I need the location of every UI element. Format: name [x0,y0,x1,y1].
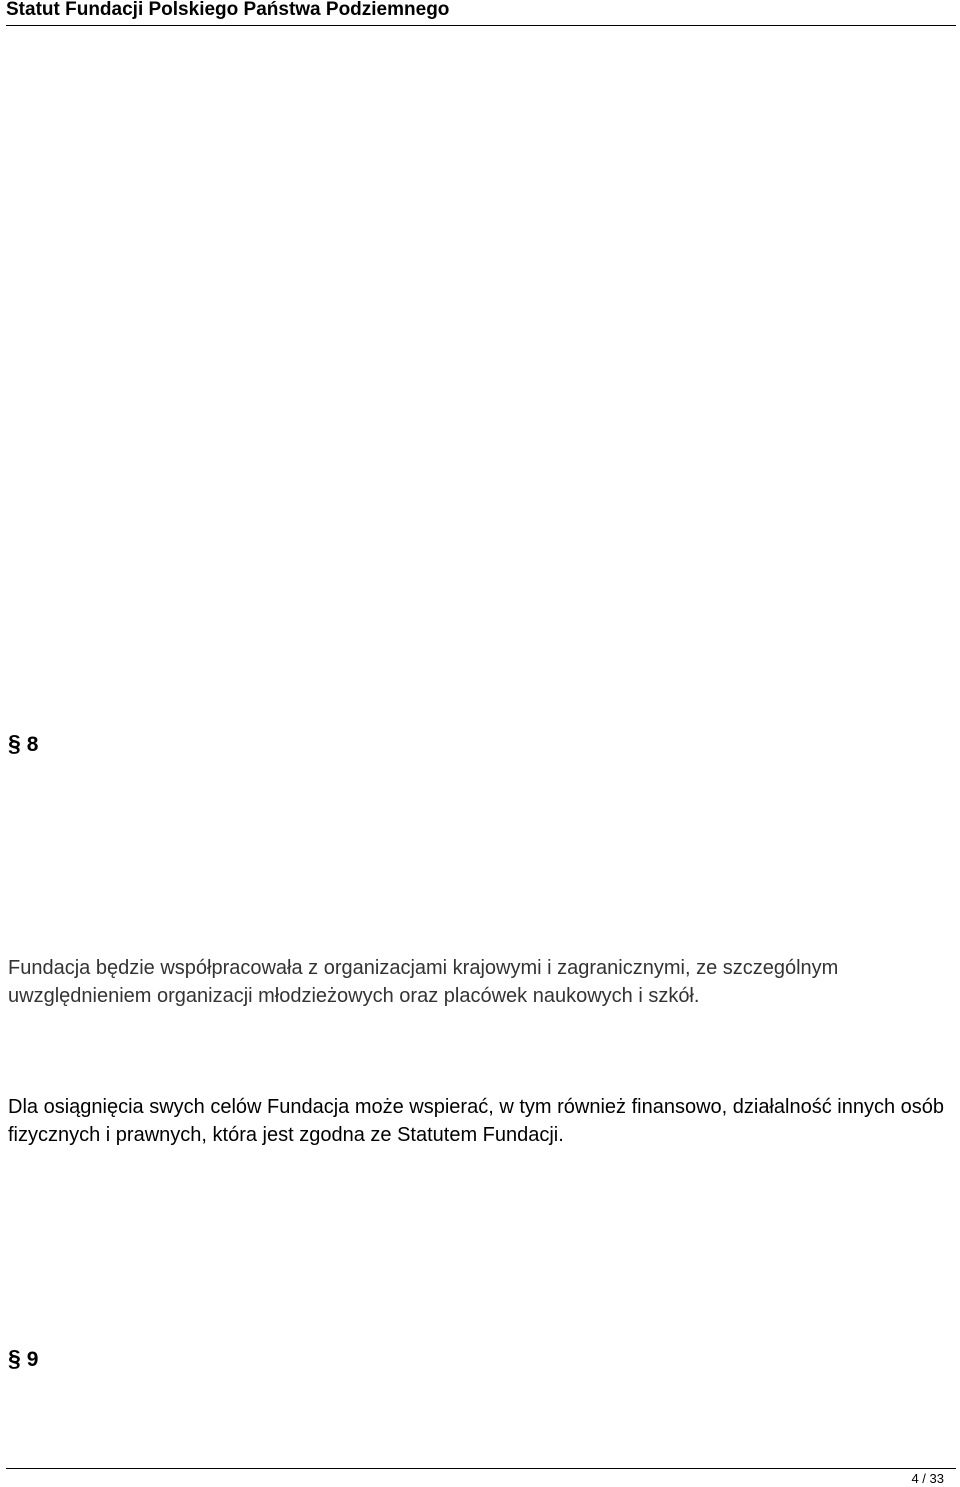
section-number: 8 [26,733,39,756]
page-indicator: 4 / 33 [911,1471,944,1486]
header-divider [6,25,956,26]
section-sign: § [8,1345,21,1371]
footer-divider [6,1468,956,1469]
section-heading-9 [8,1345,38,1373]
section-sign: § [8,730,21,756]
section-heading-8 [8,730,38,758]
section-number: 9 [26,1348,39,1371]
document-title: Statut Fundacji Polskiego Państwa Podziemnego [6,0,450,20]
paragraph-support: Dla osiągnięcia swych celów Fundacja może wspierać, w tym również finansowo, działalność innych osób fizycznych i prawnych, która jest zgodna ze Statutem Fundacji. [8,1096,944,1146]
paragraph-cooperation: Fundacja będzie współpracowała z organizacjami krajowymi i zagranicznymi, ze szczególnym uwzględnieniem organizacji młodzieżowych oraz placówek naukowych i szkół. [8,957,839,1007]
